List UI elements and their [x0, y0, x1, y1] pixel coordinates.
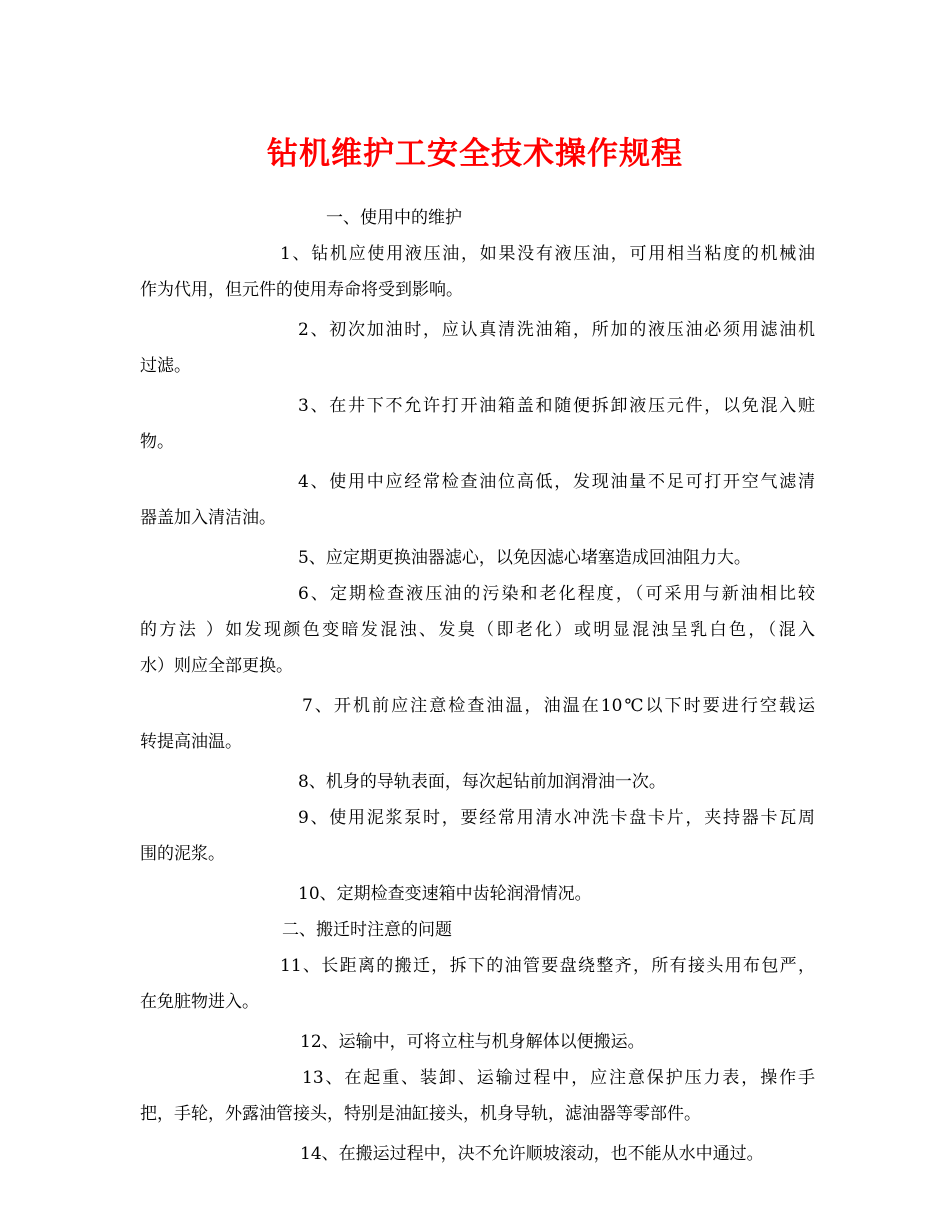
document-body	[140, 200, 815, 1172]
document-title: 钻机维护工安全技术操作规程	[267, 136, 683, 172]
paragraph-line: 转提高油温。	[140, 732, 242, 752]
paragraph-line: 7、开机前应注意检查油温，油温在10℃以下时要进行空载运	[302, 696, 815, 716]
paragraph-line: 把，手轮，外露油管接头，特别是油缸接头，机身导轨，滤油器等零部件。	[140, 1104, 701, 1124]
paragraph-line: 作为代用，但元件的使用寿命将受到影响。	[140, 280, 463, 300]
paragraph-line: 3、在井下不允许打开油箱盖和随便拆卸液压元件，以免混入赃	[298, 396, 815, 416]
section-heading-maintenance: 一、使用中的维护	[326, 208, 462, 228]
paragraph-line: 4、使用中应经常检查油位高低，发现油量不足可打开空气滤清	[298, 472, 815, 492]
section-heading-relocation: 二、搬迁时注意的问题	[282, 920, 452, 940]
paragraph-line: 过滤。	[140, 356, 191, 376]
paragraph-line: 器盖加入清洁油。	[140, 508, 276, 528]
paragraph-line: 2、初次加油时，应认真清洗油箱，所加的液压油必须用滤油机	[298, 320, 815, 340]
paragraph-line: 围的泥浆。	[140, 844, 225, 864]
paragraph-line: 8、机身的导轨表面，每次起钻前加润滑油一次。	[298, 772, 666, 792]
paragraph-line: 13、在起重、装卸、运输过程中，应注意保护压力表，操作手	[302, 1068, 815, 1088]
paragraph-line: 的方法 ）如发现颜色变暗发混浊、发臭（即老化）或明显混浊呈乳白色，（混入	[140, 620, 815, 640]
paragraph-line: 物。	[140, 432, 174, 452]
paragraph-line: 12、运输中，可将立柱与机身解体以便搬运。	[300, 1032, 645, 1052]
paragraph-line: 5、应定期更换油器滤心，以免因滤心堵塞造成回油阻力大。	[298, 548, 751, 568]
paragraph-line: 在免脏物进入。	[140, 992, 259, 1012]
paragraph-line: 9、使用泥浆泵时，要经常用清水冲洗卡盘卡片，夹持器卡瓦周	[298, 808, 815, 828]
paragraph-line: 1、钻机应使用液压油，如果没有液压油，可用相当粘度的机械油	[280, 244, 815, 264]
paragraph-line: 14、在搬运过程中，决不允许顺坡滚动，也不能从水中通过。	[300, 1144, 764, 1164]
paragraph-line: 10、定期检查变速箱中齿轮润滑情况。	[298, 884, 592, 904]
paragraph-line: 水）则应全部更换。	[140, 656, 293, 676]
paragraph-line: 11、长距离的搬迁，拆下的油管要盘绕整齐，所有接头用布包严，	[280, 956, 815, 976]
paragraph-line: 6、定期检查液压油的污染和老化程度，（可采用与新油相比较	[298, 584, 815, 604]
